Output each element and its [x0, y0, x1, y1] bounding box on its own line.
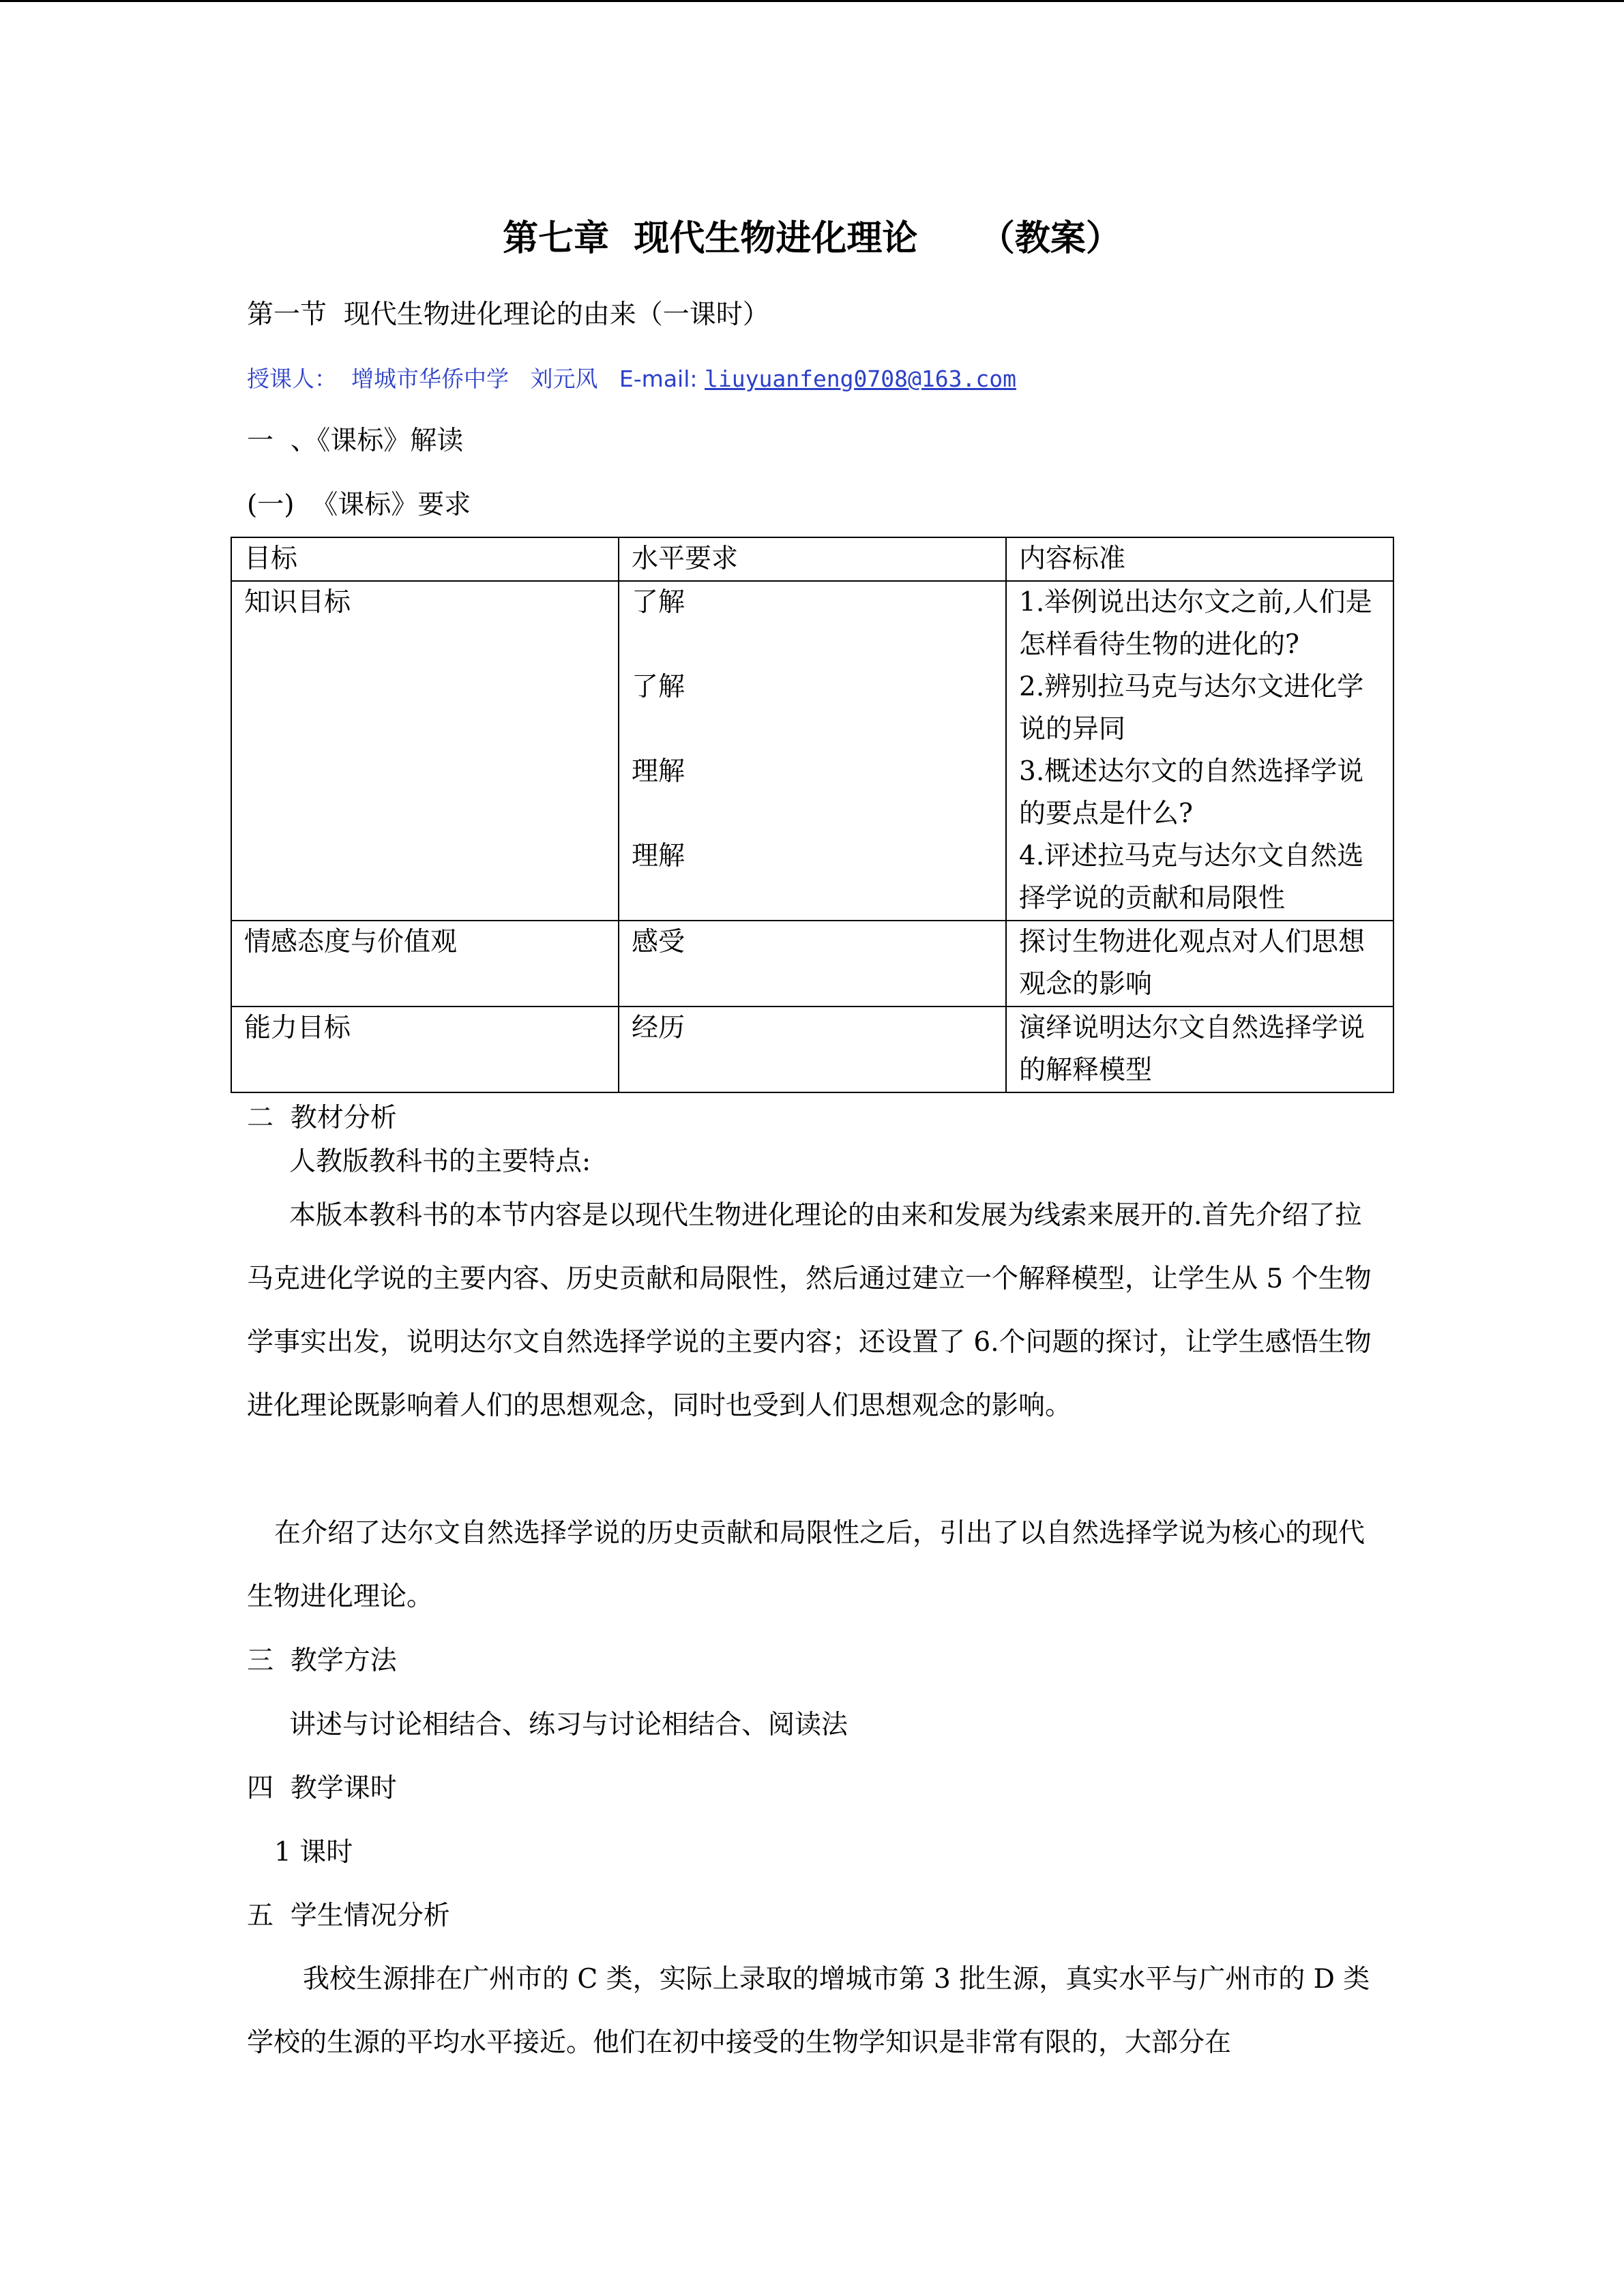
content-cell: 演绎说明达尔文自然选择学说的解释模型	[1006, 1007, 1393, 1092]
heading-4: 四 教学课时	[247, 1773, 397, 1804]
page-title: 第七章 现代生物进化理论 （教案）	[503, 218, 1121, 259]
goal-cell: 能力目标	[231, 1007, 619, 1092]
level-cell	[619, 581, 1006, 921]
curriculum-standard-table	[231, 537, 1394, 1093]
goal-cell: 情感态度与价值观	[231, 921, 619, 1007]
content-cell	[1006, 581, 1393, 921]
section-title: 第一节 现代生物进化理论的由来（一课时）	[247, 299, 769, 330]
goal-cell: 知识目标	[231, 581, 619, 921]
lesson-hours: 1 课时	[274, 1837, 353, 1868]
level-item: 理解	[632, 841, 685, 871]
email-link[interactable]: liuyuanfeng0708@163.com	[705, 366, 1016, 392]
level-item: 了解	[632, 587, 685, 618]
header-goal: 目标	[231, 537, 619, 581]
content-item: 1.举例说出达尔文之前,人们是怎样看待生物的进化的?	[1019, 587, 1372, 660]
analysis-paragraph-2: 在介绍了达尔文自然选择学说的历史贡献和局限性之后，引出了以自然选择学说为核心的现代生物进化理论。	[247, 1518, 1365, 1612]
header-level: 水平要求	[619, 537, 1006, 581]
table-row	[231, 581, 1393, 921]
heading-2: 二 教材分析	[247, 1103, 397, 1133]
student-paragraph: 我校生源排在广州市的 C 类，实际上录取的增城市第 3 批生源，真实水平与广州市的 D 类学校的生源的平均水平接近。他们在初中接受的生物学知识是非常有限的，大部分在	[247, 1964, 1370, 2058]
page-top-border	[0, 0, 1624, 2]
table-row	[231, 921, 1393, 1007]
table-header-row	[231, 537, 1393, 581]
header-content: 内容标准	[1006, 537, 1393, 581]
level-item: 理解	[632, 756, 685, 787]
level-cell: 感受	[619, 921, 1006, 1007]
method-text: 讲述与讨论相结合、练习与讨论相结合、阅读法	[289, 1710, 848, 1740]
analysis-paragraph: 本版本教科书的本节内容是以现代生物进化理论的由来和发展为线索来展开的.首先介绍了拉马克进化学说的主要内容、历史贡献和局限性，然后通过建立一个解释模型，让学生从 5 个生物学事实出发，说明达尔文自然选择学说的主要内容；还设置了 6.个问题的探讨，让学生感悟生物进化理论既影响着人们的思想观念，同时也受到人们思想观念的影响。	[247, 1200, 1372, 1421]
heading-1: 一 、《课标》解读	[247, 426, 464, 456]
table-row	[231, 1007, 1393, 1092]
teacher-label: 授课人： 增城市华侨中学 刘元风 E-mail:	[247, 366, 705, 392]
heading-2-sub: 人教版教科书的主要特点:	[289, 1146, 591, 1177]
content-cell: 探讨生物进化观点对人们思想观念的影响	[1006, 921, 1393, 1007]
level-cell: 经历	[619, 1007, 1006, 1092]
content-item: 3.概述达尔文的自然选择学说的要点是什么?	[1019, 756, 1364, 829]
heading-1-sub: (一) 《课标》要求	[247, 490, 471, 520]
level-item: 了解	[632, 672, 685, 702]
content-item: 4.评述拉马克与达尔文自然选择学说的贡献和局限性	[1019, 841, 1364, 914]
teacher-info	[247, 359, 1016, 400]
content-item: 2.辨别拉马克与达尔文进化学说的异同	[1019, 672, 1364, 745]
heading-3: 三 教学方法	[247, 1645, 397, 1676]
heading-5: 五 学生情况分析	[247, 1900, 450, 1931]
